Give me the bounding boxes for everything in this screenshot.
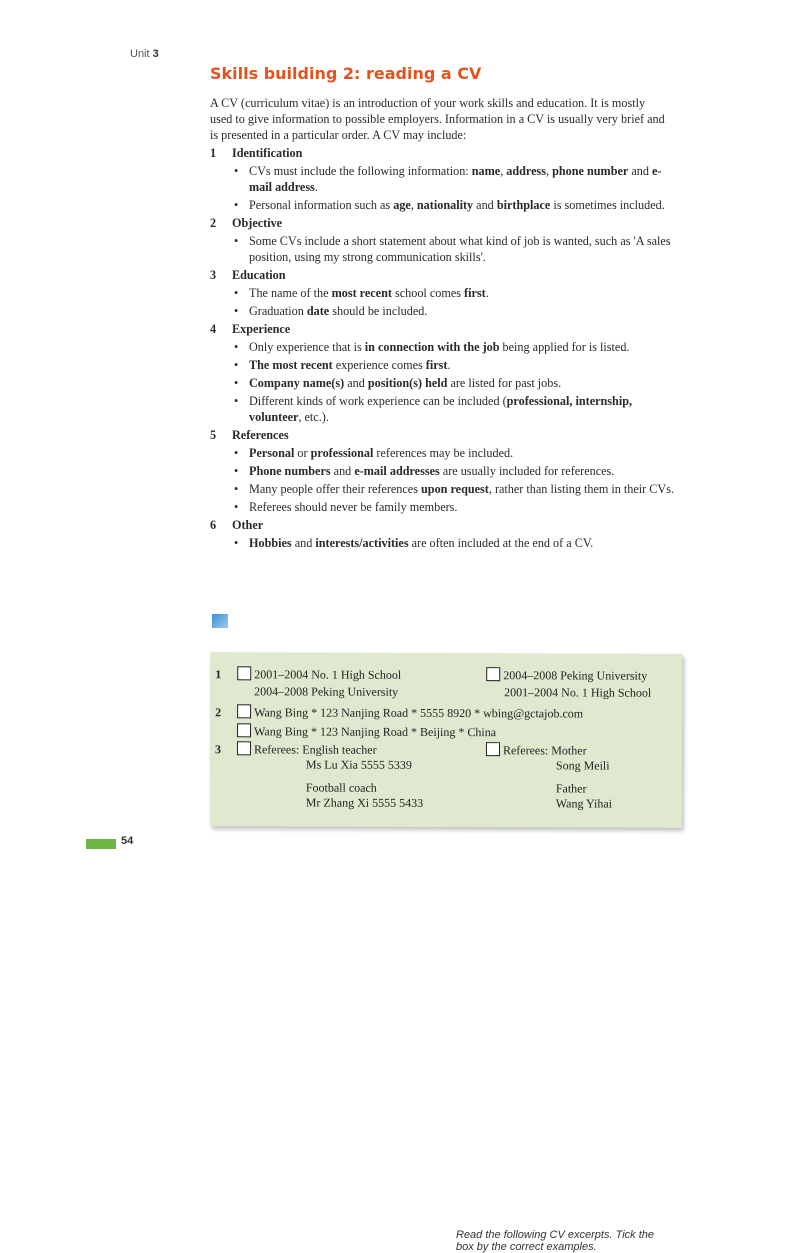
section-bullet-list [210,233,680,265]
text-run: are usually included for references. [439,464,615,478]
q3-a-line3: Football coach [305,780,377,795]
section-number: 2 [210,216,217,230]
section-bullet-list [210,339,680,425]
bold-term: Hobbies [249,536,292,550]
text-run: or [294,446,311,460]
text-run: and [344,376,368,390]
section-bullet-list [210,285,680,319]
text-run: Only experience that is [249,340,365,354]
section-title: Other [232,518,264,532]
bullet-item [232,233,680,265]
q3-checkbox-a[interactable] [237,741,251,755]
bullet-item [232,499,680,515]
bullet-item [232,535,680,551]
section-number: 3 [210,268,217,282]
bold-term: first [464,286,486,300]
bold-term: e-mail address [249,164,662,194]
unit-label: Unit [130,48,150,60]
exercise-marker-icon [212,614,228,628]
q3-a-line2: Ms Lu Xia 5555 5339 [305,757,412,772]
bold-term: Phone numbers [249,464,331,478]
section-bullet-list [210,445,680,515]
bullet-item [232,339,680,355]
q1-b-line2: 2001–2004 No. 1 High School [504,685,652,700]
section-heading [210,517,680,533]
bold-term: birthplace [496,198,551,212]
text-run: references may be included. [373,446,514,460]
q1-option-b [486,667,647,684]
page-title: Skills building 2: reading a CV [210,64,482,83]
bullet-item [232,393,680,425]
footer-color-bar [86,839,116,849]
text-run: . [447,358,451,372]
bold-term: e-mail addresses [354,464,440,478]
page-number: 54 [121,835,134,847]
bold-term: in connection with the job [364,340,500,354]
text-run: are often included at the end of a CV. [408,536,594,550]
bold-term: first [425,358,448,372]
q3-b-label: Referees: Mother [502,743,587,758]
q2-checkbox-a[interactable] [237,704,251,718]
text-run: , [546,164,553,178]
bullet-item [232,357,680,373]
section-title: Experience [232,322,291,336]
question-number: 3 [214,742,221,757]
bullet-item [232,375,680,391]
text-run: are listed for past jobs. [447,376,562,390]
bullet-item [232,285,680,301]
q3-checkbox-b[interactable] [486,742,500,756]
exercise-card [210,652,683,828]
text-run: Many people offer their references [249,482,422,496]
bullet-item [232,163,680,195]
bold-term: interests/activities [315,536,409,550]
section-heading [210,321,680,337]
q2-a-text: Wang Bing * 123 Nanjing Road * 5555 8920 * wbing@gctajob.com [254,705,584,721]
text-run: Different kinds of work experience can be included ( [249,394,507,408]
text-run: , [410,198,417,212]
text-run: being applied for is listed. [499,340,630,354]
q1-a-line2: 2004–2008 Peking University [254,684,399,699]
section-number: 1 [210,146,217,160]
text-run: and [330,464,355,478]
bullet-item [232,463,680,479]
bold-term: professional, internship, volunteer [249,394,633,424]
q1-checkbox-a[interactable] [237,666,251,680]
bold-term: Personal [249,446,295,460]
section-number: 6 [210,518,217,532]
text-run: Referees should never be family members. [249,500,458,514]
bold-term: date [306,304,330,318]
question-number: 1 [215,667,222,682]
bullet-item [232,481,680,497]
text-run: school comes [391,286,465,300]
text-run: Personal information such as [249,198,394,212]
bold-term: age [393,198,411,212]
text-run: The name of the [249,286,332,300]
text-run: . [314,180,318,194]
bold-term: Company name(s) [249,376,345,390]
section-heading [210,427,680,443]
text-run: experience comes [332,358,426,372]
cv-sections-list [210,143,680,553]
bold-term: phone number [552,164,629,178]
bold-term: nationality [416,198,474,212]
section-bullet-list [210,535,680,551]
section-number: 4 [210,322,217,336]
bold-term: The most recent [249,358,333,372]
q1-checkbox-b[interactable] [486,667,500,681]
bold-term: upon request [421,482,489,496]
text-run: and [628,164,653,178]
q2-b-text: Wang Bing * 123 Nanjing Road * Beijing * China [254,724,497,740]
q3-b-line4: Wang Yihai [555,796,613,811]
section-heading [210,145,680,161]
instruction-text: Read the following CV excerpts. Tick the box by the correct examples. [456,1229,654,1253]
bold-term: name [471,164,501,178]
section-title: Education [232,268,286,282]
q2-option-a [237,704,583,721]
question-number: 2 [215,705,222,720]
q3-option-a [237,741,377,757]
q1-a-line1: 2001–2004 No. 1 High School [254,667,402,682]
section-number: 5 [210,428,217,442]
q3-a-label: Referees: English teacher [253,742,377,757]
text-run: and [473,198,497,212]
q2-option-b [237,723,496,740]
bold-term: address [506,164,547,178]
unit-header [130,48,159,60]
q1-option-a [237,666,401,683]
q1-b-line1: 2004–2008 Peking University [503,668,648,683]
bullet-item [232,197,680,213]
q3-a-line4: Mr Zhang Xi 5555 5433 [305,795,424,810]
unit-number: 3 [152,48,159,60]
q3-option-b [486,742,587,758]
text-run: . [485,286,489,300]
text-run: CVs must include the following information: [249,164,472,178]
bold-term: position(s) held [367,376,448,390]
bullet-item [232,445,680,461]
section-bullet-list [210,163,680,213]
intro-paragraph: A CV (curriculum vitae) is an introduction of your work skills and education. It is mostly used to give information to possible employers. Information in a CV is usually very brief and is presented in a particular order. A CV may include: [210,96,665,142]
q2-checkbox-b[interactable] [237,723,251,737]
text-run: is sometimes included. [550,198,665,212]
text-run: , [500,164,507,178]
text-run: and [291,536,316,550]
section-title: References [232,428,289,442]
text-run: Some CVs include a short statement about what kind of job is wanted, such as 'A sales position, using my strong communication skills'. [249,234,671,264]
bold-term: professional [310,446,374,460]
section-title: Identification [232,146,303,160]
section-heading [210,267,680,283]
text-run: , rather than listing them in their CVs. [488,482,675,496]
bullet-item [232,303,680,319]
text-run: Graduation [249,304,307,318]
section-title: Objective [232,216,283,230]
q3-b-line3: Father [555,781,587,796]
text-run: , etc.). [298,410,329,424]
q3-b-line2: Song Meili [555,758,610,773]
section-heading [210,215,680,231]
text-run: should be included. [329,304,428,318]
bold-term: most recent [331,286,392,300]
